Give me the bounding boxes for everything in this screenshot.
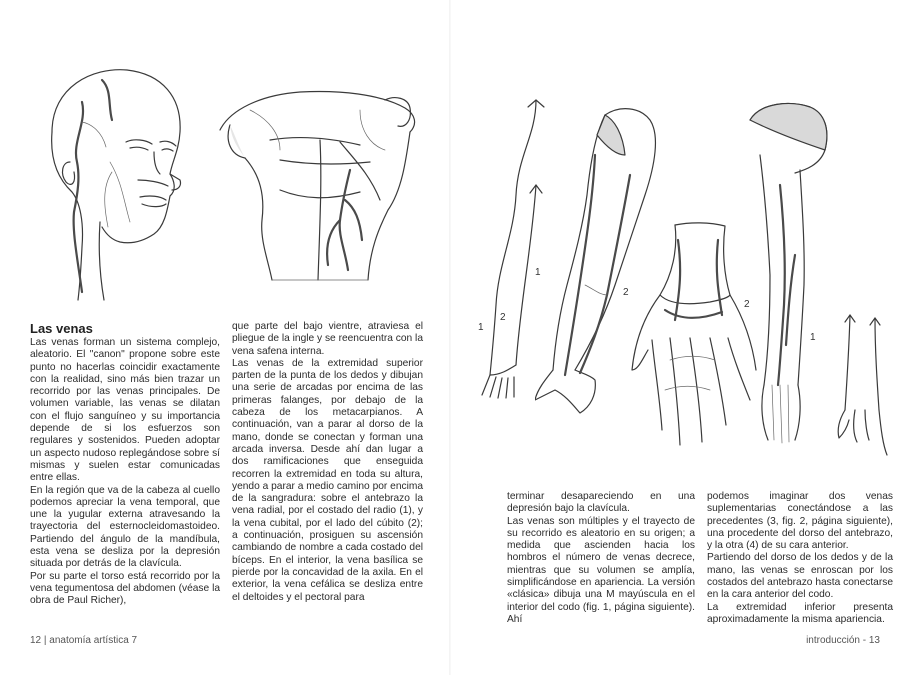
head-veins-illustration — [42, 62, 192, 302]
paragraph: terminar desapareciendo en una depresión bajo la clavícula. — [507, 491, 695, 515]
paragraph: En la región que va de la cabeza al cuello podemos apreciar la vena temporal, que une la yugular externa atravesando la trayectoria del esternocleidomastoideo. Partiendo del ángulo de la mandíbula, esta vena se desliza por la depresión situada por detrás de la clavícula. — [30, 484, 220, 570]
paragraph: La extremidad inferior presenta aproximadamente la misma apariencia. — [707, 601, 893, 625]
torso-veins-illustration — [210, 80, 420, 290]
left-column-2 — [232, 321, 423, 604]
paragraph: Partiendo del dorso de los dedos y de la mano, las venas se enroscan por los costados del antebrazo hasta conectarse en la cara anterior del codo. — [707, 552, 893, 601]
right-column-2 — [707, 491, 893, 626]
paragraph: Por su parte el torso está recorrido por la vena tegumentosa del abdomen (véase la obra de Paul Richer), — [30, 570, 220, 607]
arm-front-label-1: 1 — [535, 267, 541, 278]
diagram-label-1: 1 — [478, 322, 484, 333]
page-number-right: introducción - 13 — [806, 635, 880, 646]
right-column-1 — [507, 491, 695, 626]
paragraph: podemos imaginar dos venas suplementarias conectándose a las precedentes (3, fig. 2, página siguiente), una procedente del dorso del antebrazo, y la otra (4) de su cara anterior. — [707, 491, 893, 552]
arm-back-label-2: 2 — [744, 299, 750, 310]
arm-back-label-1: 1 — [810, 332, 816, 343]
page-number-left: 12 | anatomía artística 7 — [30, 635, 138, 646]
arm-front-label-2: 2 — [623, 287, 629, 298]
section-title: Las venas — [30, 321, 93, 336]
paragraph: Las venas son múltiples y el trayecto de su recorrido es aleatorio en su origen; a medida que ascienden hacia los hombros el número de venas decrece, mientras que su volumen se amplía, simplificándose en apariencia. La versión «clásica» dibuja una M mayúscula en el interior del codo (fig. 1, página siguiente). Ahí — [507, 515, 695, 625]
paragraph: Las venas de la extremidad superior parten de la punta de los dedos y dibujan una serie de arcadas por encima de las primeras falanges, por debajo de la cabeza de los metacarpianos. A continuación, van a parar al dorso de la mano, donde se conectan y forman una arcada inversa. Desde ahí dan lugar a dos ramificaciones que enseguida recorren la extremidad en toda su altura, yendo a parar a medio camino por encima de la sangradura: sobre el antebrazo la vena radial, por el costado del radio (1), y la vena cubital, por el lado del cúbito (2); a continuación, prosiguen su ascensión cambiando de nombre a cada costado del bíceps. En el interior, la vena basílica se pierde por la concavidad de la axila. En el exterior, la vena cefálica se desliza entre el deltoides y el pectoral para — [232, 357, 423, 603]
right-page — [450, 0, 900, 675]
paragraph: que parte del bajo vientre, atraviesa el pliegue de la ingle y se reencuentra con la vena safena interna. — [232, 321, 423, 357]
diagram-label-2: 2 — [500, 312, 506, 323]
leg-veins-diagram — [835, 310, 890, 460]
paragraph: Las venas forman un sistema complejo, aleatorio. El "canon" propone sobre este punto no hacerlas coincidir exactamente con la realidad, sino más bien trazar un recorrido por las venas principales. De volumen variable, las venas se dilatan con el flujo sanguíneo y su importancia depende de si los esfuerzos son regulares y sostenidos. Pueden adoptar un aspecto nudoso replegándose sobre sí mismas y suelen estar comunicadas entre ellas. — [30, 337, 220, 484]
left-column-1 — [30, 321, 220, 608]
